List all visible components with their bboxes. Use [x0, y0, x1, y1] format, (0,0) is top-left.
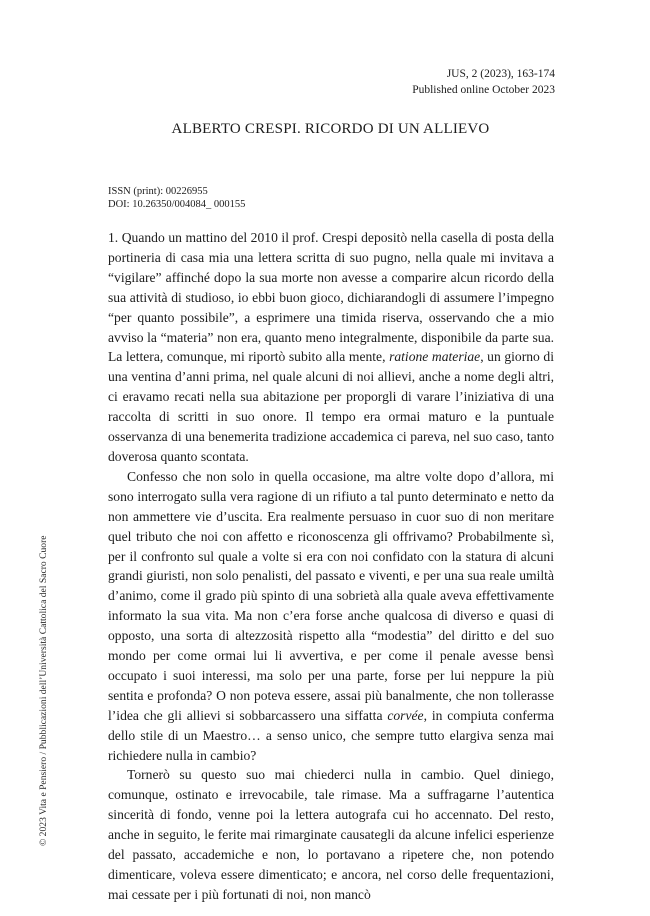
copyright-sidebar: © 2023 Vita e Pensiero / Pubblicazioni dell’Università Cattolica del Sacro Cuore: [38, 535, 49, 846]
publication-date: Published online October 2023: [412, 84, 555, 96]
paragraph-text: 1. Quando un mattino del 2010 il prof. Crespi depositò nella casella di posta della portineria di casa mia una lettera scritta di suo pugno, nella quale mi invitava a “vigilare” affinché dopo la sua morte non avesse a comparire alcun ricordo della sua attività di studioso, io ebbi buon gioco, dichiarandogli di assumere l’impegno “per quanto possibile”, a esprimere una timida riserva, osservando che a mio avviso la “materia” non era, quanto meno integralmente, disponibile da parte sua. La lettera, comunque, mi riportò subito alla mente,: [108, 230, 554, 365]
article-identifiers: [108, 185, 245, 211]
article-title: ALBERTO CRESPI. RICORDO DI UN ALLIEVO: [171, 121, 490, 137]
article-body: [108, 228, 554, 905]
italic-term: corvée: [387, 707, 424, 723]
paragraph-text: , un giorno di una ventina d’anni prima, nel quale alcuni di noi allievi, anche a nome degli altri, ci eravamo recati nella sua abitazione per proporgli di varare l’iniziativa di una raccolta di scritti in suo onore. Il tempo era ormai maturo e la puntuale osservanza di una benemerita tradizione accademica ci pareva, nel suo caso, tanto doverosa quanto scontata.: [108, 349, 554, 464]
paragraph-text: Confesso che non solo in quella occasione, ma altre volte dopo d’allora, mi sono interrogato sulla vera ragione di un rifiuto a tal punto determinato e netto da non ammettere vie d’uscita. Era realmente persuaso in cuor suo di non meritare quel tributo che noi con affetto e riconoscenza gli offrivamo? Probabilmente sì, per il confronto sul quale a volte si era con noi confidato con la statura di alcuni grandi giuristi, non solo penalisti, del passato e viventi, e per una sua reale umiltà d’animo, come il grado più spinto di una sobrietà alla quale aveva effettivamente informato la sua vita. Ma non c’era forse anche qualcosa di diverso e quasi di opposto, una sorta di altezzosità rispetto alla “modestia” del diritto e del suo mondo per come ormai lui li avvertiva, e per come il penale avesse bensì occupato i suoi interessi, ma solo per una parte, forse per lui neppure la più sentita e profonda? O non poteva essere, assai più banalmente, che non tollerasse l’idea che gli allievi si sobbarcassero una siffatta: [108, 468, 554, 723]
italic-term: ratione materiae: [389, 349, 481, 365]
journal-reference: JUS, 2 (2023), 163-174: [446, 68, 555, 80]
journal-header: [412, 66, 555, 98]
body-paragraph: [108, 765, 554, 904]
paragraph-text: , in compiuta conferma dello stile di un Maestro… a senso unico, che sempre tutto elargiva senza mai richiedere nulla in cambio?: [108, 707, 554, 763]
body-paragraph: [108, 467, 554, 766]
issn-line: ISSN (print): 00226955: [108, 186, 208, 197]
paragraph-text: Tornerò su questo suo mai chiederci nulla in cambio. Quel diniego, comunque, ostinato e irrevocabile, tale rimase. Ma a suffragarne l’autentica sincerità di fondo, venne poi la lettera autografa cui ho accennato. Del resto, anche in seguito, le ferite mai rimarginate causategli da alcune infelici esperienze del passato, accademiche e non, lo portavano a ripetere che, non potendo dimenticare, voleva essere dimenticato; e ancora, nel corso delle frequentazioni, mai cessate per i più fortunati di noi, non mancò: [108, 767, 554, 902]
body-paragraph: [108, 228, 554, 467]
doi-line: DOI: 10.26350/004084_ 000155: [108, 199, 246, 210]
